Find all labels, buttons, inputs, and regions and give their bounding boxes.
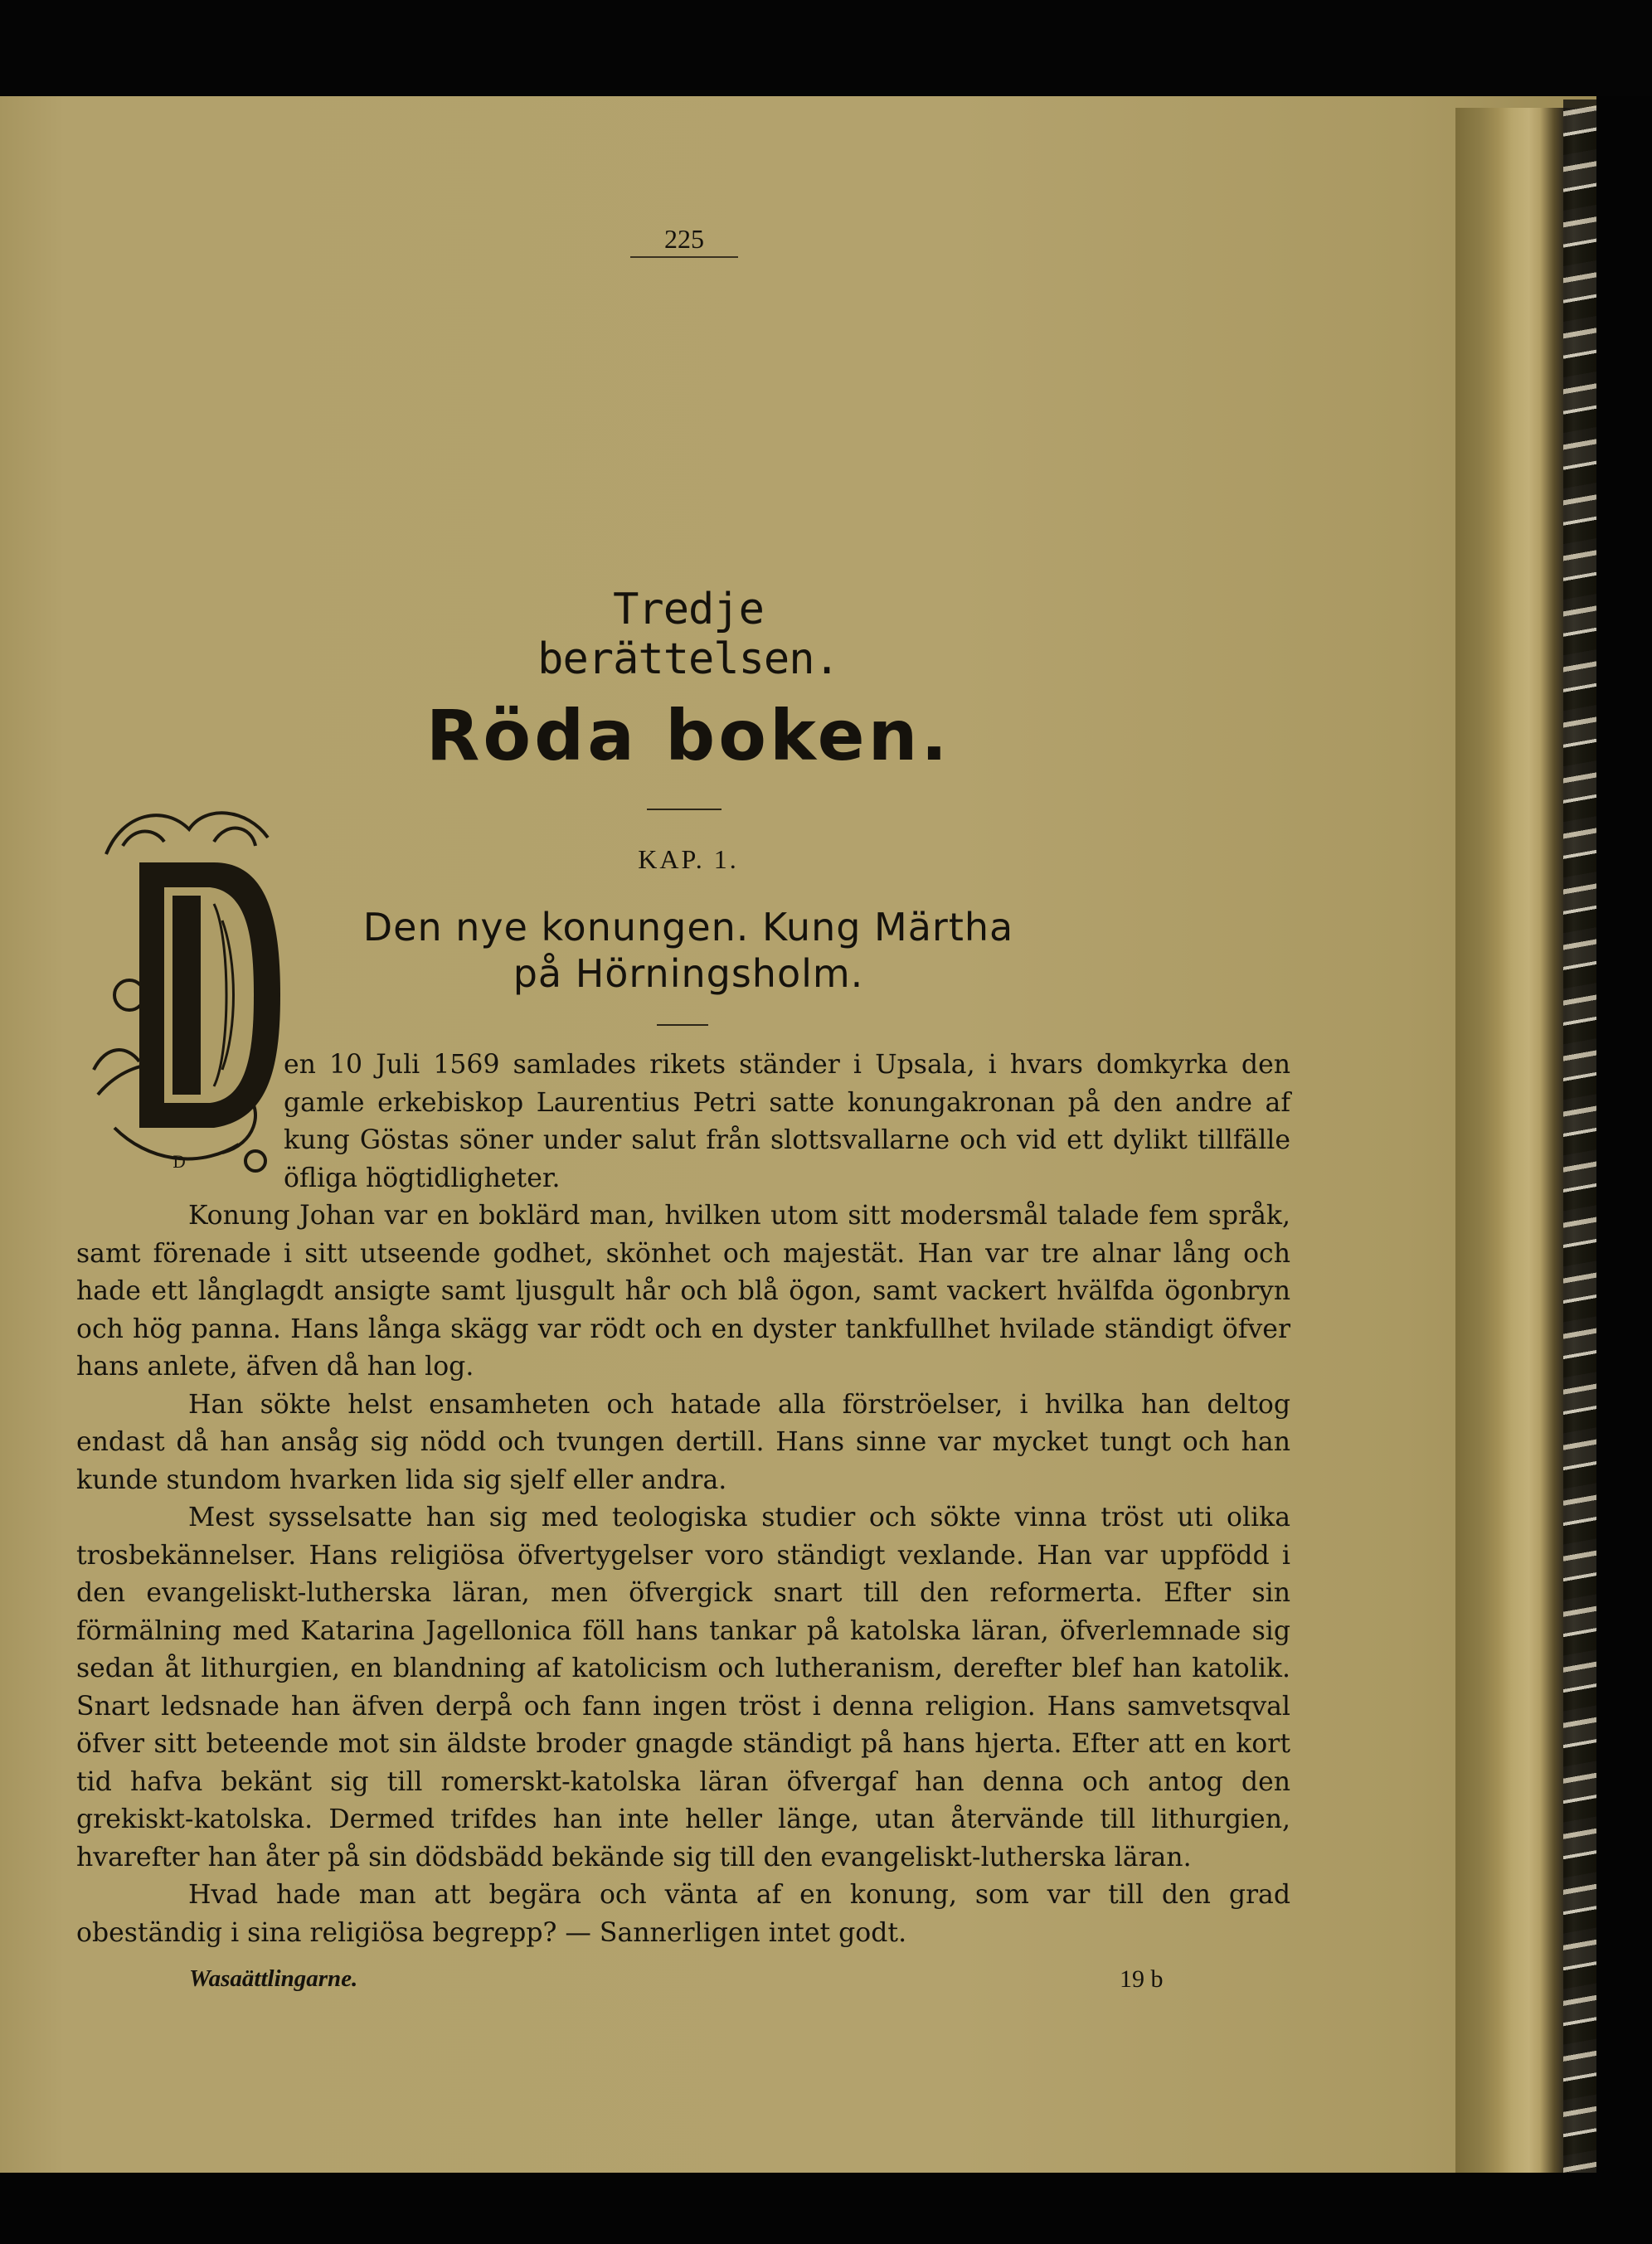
- paragraph-5: Hvad hade man att begära och vänta af en konung, som var till den grad obeständig i sina religiösa begrepp? — Sannerligen intet godt.: [76, 1880, 1290, 1948]
- chapter-title: [299, 904, 1078, 997]
- paragraph-1: en 10 Juli 1569 samlades rikets ständer i Upsala, i hvars domkyrka den gamle erkebiskop Laurentius Petri satte konungakronan på den andre af kung Göstas söner under salut från slottsvallarne och vid ett dylikt tillfälle öfliga högtidligheter.: [284, 1050, 1290, 1193]
- paragraph-3: Han sökte helst ensamheten och hatade alla förströelser, i hvilka han deltog endast då han ansåg sig nödd och tvungen dertill. Hans sinne var mycket tungt och han kunde stundom hvarken lida sig sjelf eller andra.: [76, 1389, 1290, 1495]
- title-divider: [647, 809, 722, 810]
- chapter-title-line-2: på Hörningsholm.: [513, 951, 864, 997]
- chapter-divider: [657, 1024, 708, 1026]
- paragraph-2: Konung Johan var en boklärd man, hvilken utom sitt modersmål talade fem språk, samt förenade i sitt utseende godhet, skönhet och majestät. Han var tre alnar lång och hade ett långlagdt ansigte samt ljusgult hår och blå ögon, samt vackert hvälfda ögonbryn och hög panna. Hans långa skägg var rödt och en dyster tankfullhet hvilade ständigt öfver hans anlete, äfven då han log.: [76, 1201, 1290, 1382]
- marbled-edge: [1563, 100, 1596, 2173]
- svg-text:D: D: [172, 1152, 187, 1172]
- footer-signature: Wasaättlingarne.: [189, 1965, 358, 1992]
- paragraph-4: Mest sysselsatte han sig med teologiska studier och sökte vinna tröst uti olika trosbekännelser. Hans religiösa öfvertygelser voro ständigt vexlande. Han var uppfödd i den evangeliskt-lutherska läran, men öfvergick snart till den reformerta. Efter sin förmälning med Katarina Jagellonica föll hans tankar på katolska läran, öfverlemnade sig sedan åt lithurgien, en blandning af katolicism och lutheranism, derefter blef han katolik. Snart ledsnade han äfven derpå och fann ingen tröst i denna religion. Hans samvetsqval öfver sitt beteende mot sin äldste broder gnagde ständigt på hans hjerta. Efter att en kort tid hafva bekänt sig till romerskt-katolska läran öfvergaf han denna och antog den grekiskt-katolska. Dermed trifdes han inte heller länge, utan återvände till lithurgien, hvarefter han åter på sin dödsbädd bekände sig till den evangeliskt-lutherska läran.: [76, 1503, 1290, 1872]
- page-number: 225: [630, 224, 738, 258]
- body-text: [76, 1047, 1290, 1952]
- story-label: Tredje berättelsen.: [537, 585, 839, 684]
- book-title: Röda boken.: [425, 695, 951, 776]
- chapter-label: KAP. 1.: [638, 844, 739, 874]
- footer-sheet-mark: 19 b: [1120, 1965, 1164, 1993]
- scan-border-top: [0, 0, 1652, 96]
- chapter-title-line-1: Den nye konungen. Kung Märtha: [362, 905, 1014, 950]
